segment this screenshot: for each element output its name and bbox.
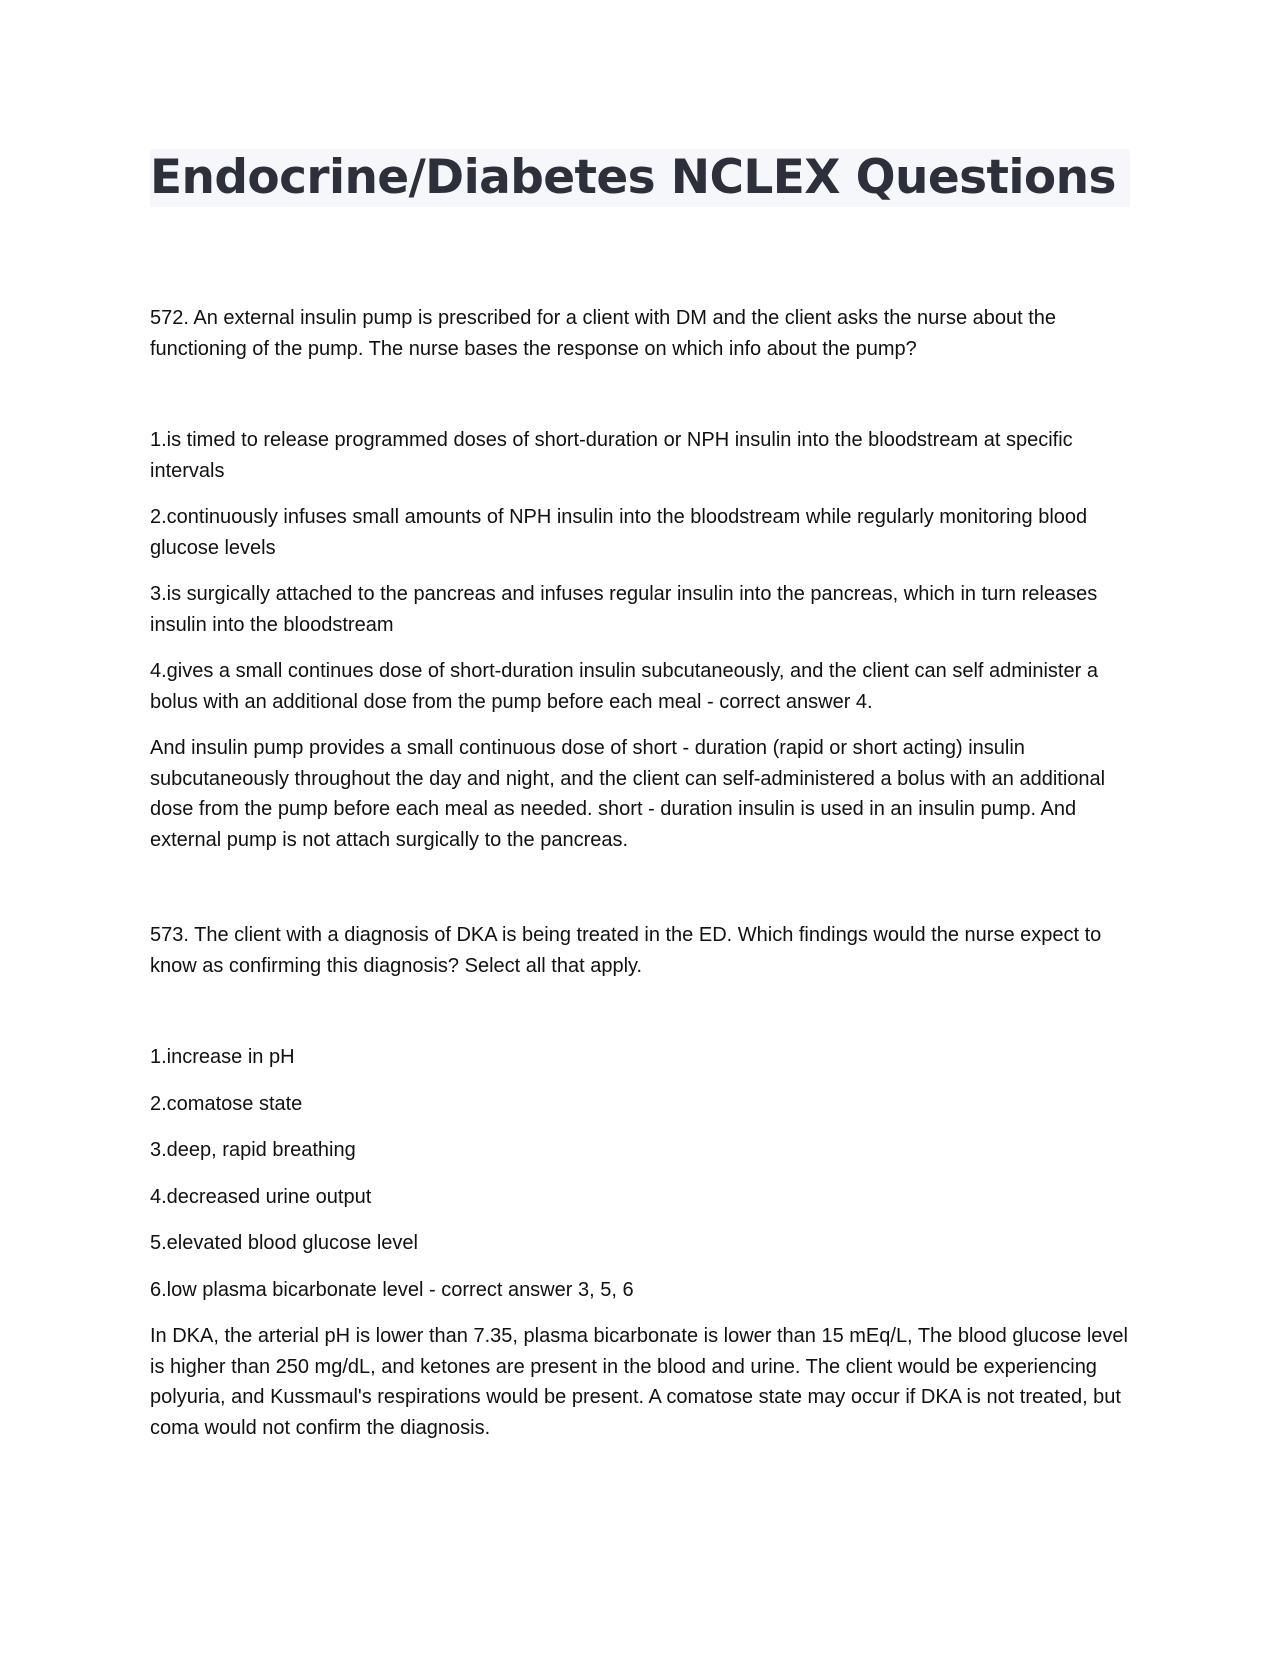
answer-option: 4.gives a small continues dose of short-duration insulin subcutaneously, and the client can self administer a bolus with an additional dose from the pump before each meal - correct answer 4.	[150, 660, 1098, 713]
question-573	[150, 920, 1130, 1443]
answer-option: 6.low plasma bicarbonate level - correct answer 3, 5, 6	[150, 1278, 634, 1301]
rationale-text: And insulin pump provides a small continuous dose of short - duration (rapid or short acting) insulin subcutaneously throughout the day and night, and the client can self-administered a bolus with an additional dose from the pump before each meal as needed. short - duration insulin is used in an insulin pump. And external pump is not attach surgically to the pancreas.	[150, 737, 1106, 851]
answer-option: 5.elevated blood glucose level	[150, 1232, 418, 1254]
answer-options	[150, 1042, 1130, 1305]
answer-option: 3.is surgically attached to the pancreas and infuses regular insulin into the pancreas, which in turn releases insulin into the bloodstream	[150, 583, 1098, 636]
title-band	[150, 149, 1130, 207]
document-title: Endocrine/Diabetes NCLEX Questions	[150, 150, 1116, 205]
question-stem: 573. The client with a diagnosis of DKA is being treated in the ED. Which findings would the nurse expect to know as confirming this diagnosis? Select all that apply.	[150, 924, 1102, 977]
answer-option: 1.increase in pH	[150, 1046, 295, 1068]
answer-options	[150, 425, 1130, 717]
rationale-text: In DKA, the arterial pH is lower than 7.35, plasma bicarbonate is lower than 15 mEq/L, The blood glucose level is higher than 250 mg/dL, and ketones are present in the blood and urine. The client would be experiencing polyuria, and Kussmaul's respirations would be present. A comatose state may occur if DKA is not treated, but coma would not confirm the diagnosis.	[150, 1325, 1128, 1439]
answer-option: 4.decreased urine output	[150, 1185, 372, 1208]
question-stem: 572. An external insulin pump is prescribed for a client with DM and the client asks the nurse about the functioning of the pump. The nurse bases the response on which info about the pump?	[150, 307, 1057, 360]
answer-option: 3.deep, rapid breathing	[150, 1139, 356, 1161]
document-page	[150, 149, 1130, 1443]
question-572	[150, 303, 1130, 855]
answer-option: 1.is timed to release programmed doses of short-duration or NPH insulin into the bloodstream at specific intervals	[150, 429, 1073, 482]
answer-option: 2.comatose state	[150, 1092, 303, 1115]
answer-option: 2.continuously infuses small amounts of NPH insulin into the bloodstream while regularly monitoring blood glucose levels	[150, 506, 1088, 559]
